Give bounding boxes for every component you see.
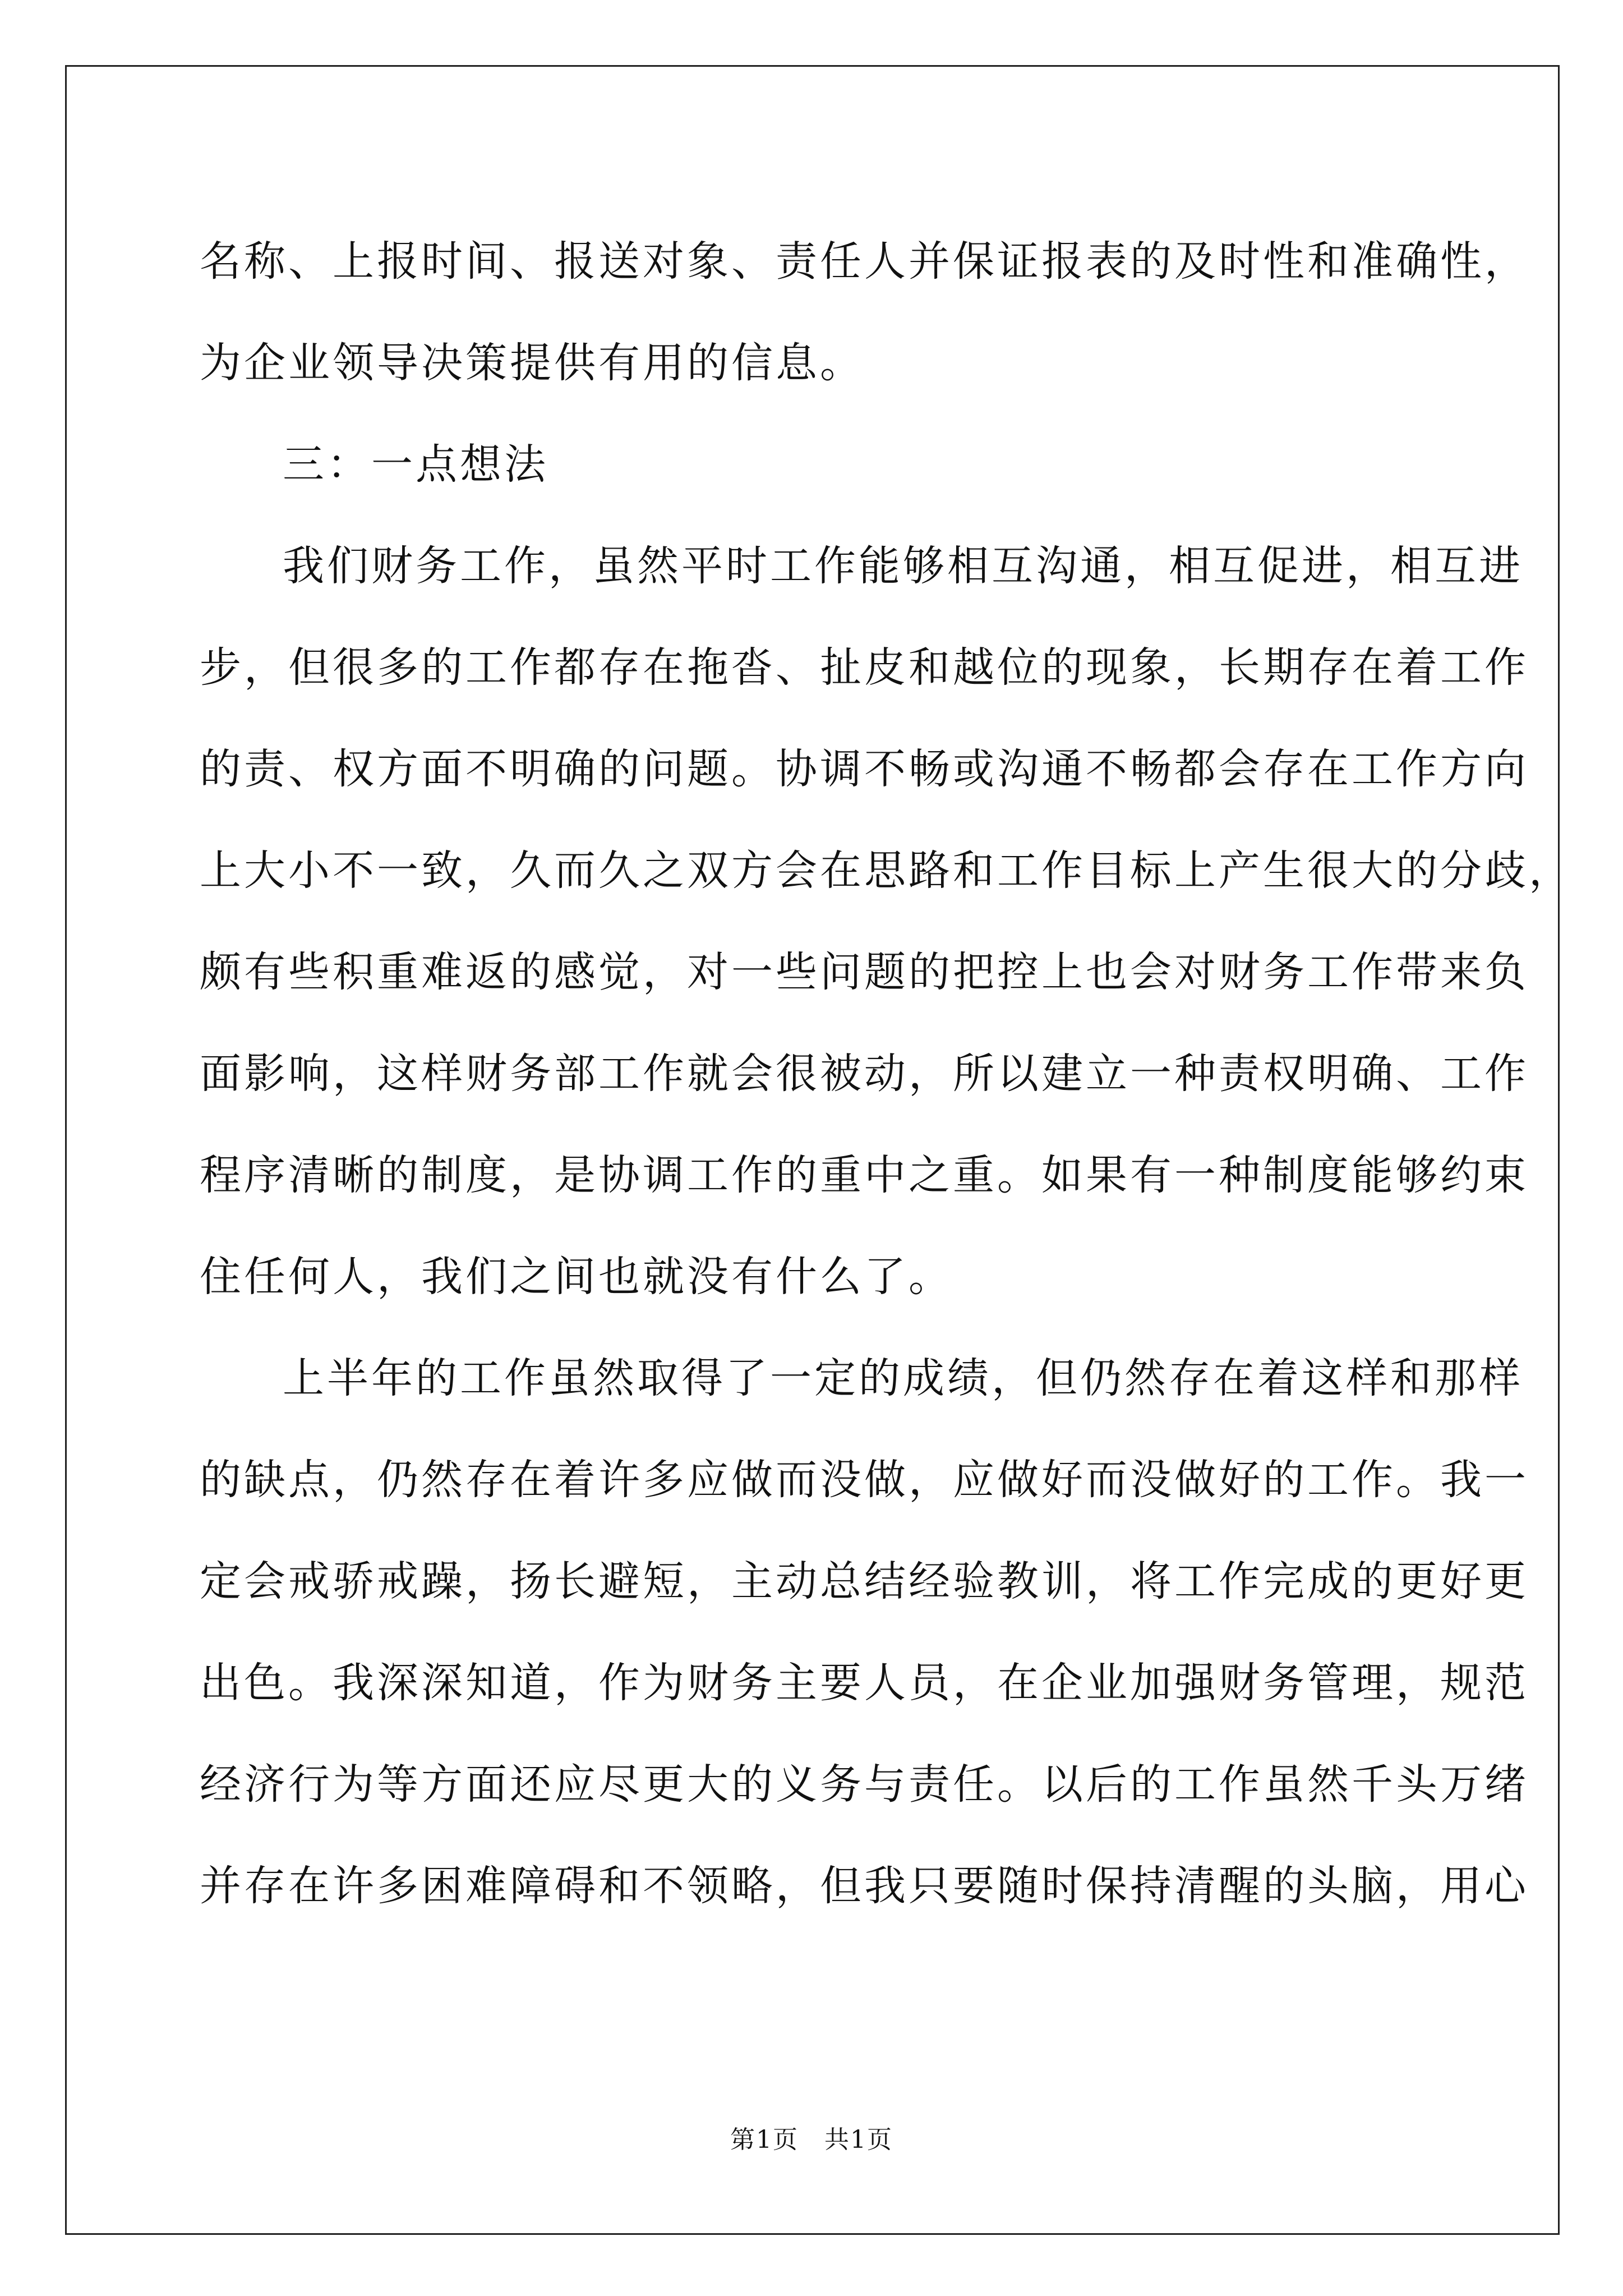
text-line: 我们财务工作，虽然平时工作能够相互沟通，相互促进，相互进	[283, 542, 1523, 590]
text-line: 定会戒骄戒躁，扬长避短，主动总结经验教训，将工作完成的更好更	[200, 1557, 1529, 1605]
text-line: 为企业领导决策提供有用的信息。	[200, 339, 864, 387]
text-line: 经济行为等方面还应尽更大的义务与责任。以后的工作虽然千头万绪	[200, 1760, 1529, 1809]
text-line: 的缺点，仍然存在着许多应做而没做，应做好而没做好的工作。我一	[200, 1456, 1529, 1504]
text-line: 上半年的工作虽然取得了一定的成绩，但仍然存在着这样和那样	[283, 1354, 1523, 1402]
text-line: 的责、权方面不明确的问题。协调不畅或沟通不畅都会存在工作方向	[200, 745, 1529, 793]
document-body	[200, 211, 1573, 1937]
text-line: 上大小不一致，久而久之双方会在思路和工作目标上产生很大的分歧，	[200, 846, 1573, 895]
text-line: 程序清晰的制度，是协调工作的重中之重。如果有一种制度能够约束	[200, 1151, 1529, 1199]
page-footer: 第1页 共1页	[730, 2125, 893, 2154]
text-line: 面影响，这样财务部工作就会很被动，所以建立一种责权明确、工作	[200, 1050, 1529, 1098]
text-line: 并存在许多困难障碍和不领略，但我只要随时保持清醒的头脑，用心	[200, 1862, 1529, 1910]
text-line: 住任何人，我们之间也就没有什么了。	[200, 1253, 953, 1301]
section-heading: 三：一点想法	[283, 440, 548, 489]
text-line: 步，但很多的工作都存在拖沓、扯皮和越位的现象，长期存在着工作	[200, 643, 1529, 692]
text-line: 出色。我深深知道，作为财务主要人员，在企业加强财务管理，规范	[200, 1659, 1529, 1707]
text-line: 颇有些积重难返的感觉，对一些问题的把控上也会对财务工作带来负	[200, 948, 1529, 996]
text-line: 名称、上报时间、报送对象、责任人并保证报表的及时性和准确性，	[200, 237, 1529, 286]
